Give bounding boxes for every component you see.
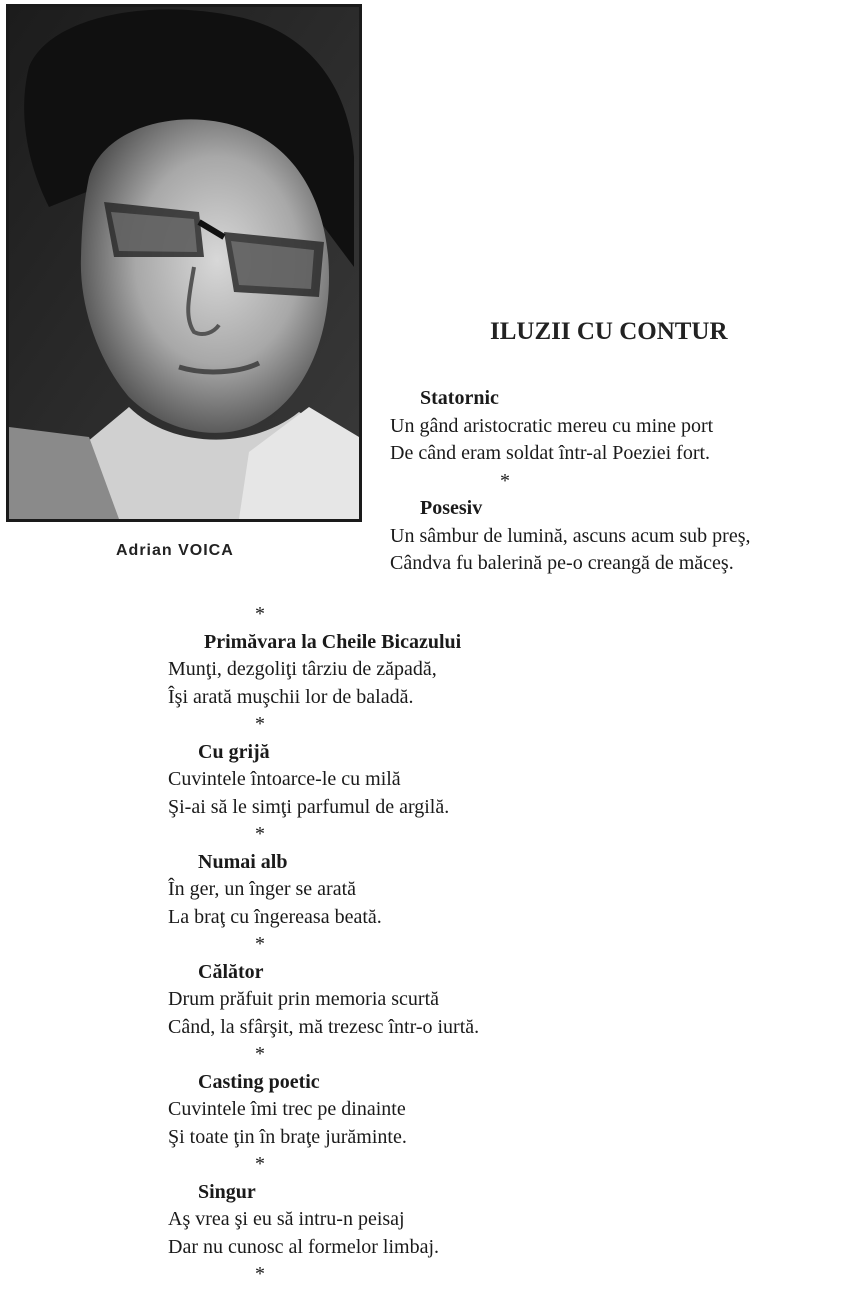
poem-heading: Primăvara la Cheile Bicazului: [204, 630, 462, 653]
poem-heading: Posesiv: [420, 497, 483, 519]
poem-heading: Călător: [198, 960, 264, 983]
separator-asterisk: *: [255, 713, 265, 735]
poem-line: La braţ cu îngereasa beată.: [168, 905, 382, 928]
poem-line: Şi toate ţin în braţe jurăminte.: [168, 1125, 407, 1148]
poem-line: Aş vrea şi eu să intru-n peisaj: [168, 1208, 405, 1230]
poem-line: Când, la sfârşit, mă trezesc într-o iurtă.: [168, 1015, 480, 1038]
poem-heading: Casting poetic: [198, 1070, 320, 1093]
poem-line: Cuvintele îmi trec pe dinainte: [168, 1098, 406, 1120]
poem-line: Un gând aristocratic mereu cu mine port: [390, 414, 714, 437]
poems-bottom: [168, 601, 479, 1289]
poem-heading: Statornic: [420, 387, 499, 409]
author-portrait: [6, 4, 362, 522]
separator-asterisk: *: [255, 1153, 265, 1175]
separator-asterisk: *: [500, 469, 510, 492]
poem-line: În ger, un înger se arată: [168, 878, 356, 900]
separator-asterisk: *: [255, 1263, 265, 1285]
poem-line: Un sâmbur de lumină, ascuns acum sub preş,: [390, 524, 751, 547]
separator-asterisk: *: [255, 603, 265, 625]
poem-singur: [168, 1179, 479, 1289]
poem-line: Cuvintele întoarce-le cu milă: [168, 768, 401, 790]
separator-asterisk: *: [255, 933, 265, 955]
poem-casting-poetic: [168, 1069, 479, 1179]
poem-cycle-title: ILUZII CU CONTUR: [490, 318, 728, 345]
poems-top: [390, 385, 750, 578]
poem-line: Cândva fu balerină pe-o creangă de măceş.: [390, 552, 734, 574]
poem-line: Îşi arată muşchii lor de baladă.: [168, 685, 414, 708]
poem-numai-alb: [168, 849, 479, 959]
poem-line: Dar nu cunosc al formelor limbaj.: [168, 1235, 440, 1258]
separator-asterisk: *: [255, 823, 265, 845]
poem-heading: Cu grijă: [198, 740, 270, 763]
poem-statornic: [390, 385, 750, 495]
separator-asterisk: *: [255, 1043, 265, 1065]
portrait-image: [9, 7, 359, 519]
poem-line: De când eram soldat într-al Poeziei fort.: [390, 442, 711, 464]
author-caption: Adrian VOICA: [116, 542, 234, 559]
poem-primavara: [168, 629, 479, 739]
poem-posesiv: [390, 495, 750, 578]
poem-cu-grija: [168, 739, 479, 849]
poem-line: Şi-ai să le simţi parfumul de argilă.: [168, 795, 450, 818]
poem-line: Drum prăfuit prin memoria scurtă: [168, 988, 440, 1010]
poem-line: Munţi, dezgoliţi târziu de zăpadă,: [168, 658, 437, 680]
poem-heading: Singur: [198, 1180, 256, 1203]
poem-heading: Numai alb: [198, 850, 288, 873]
poem-calator: [168, 959, 479, 1069]
